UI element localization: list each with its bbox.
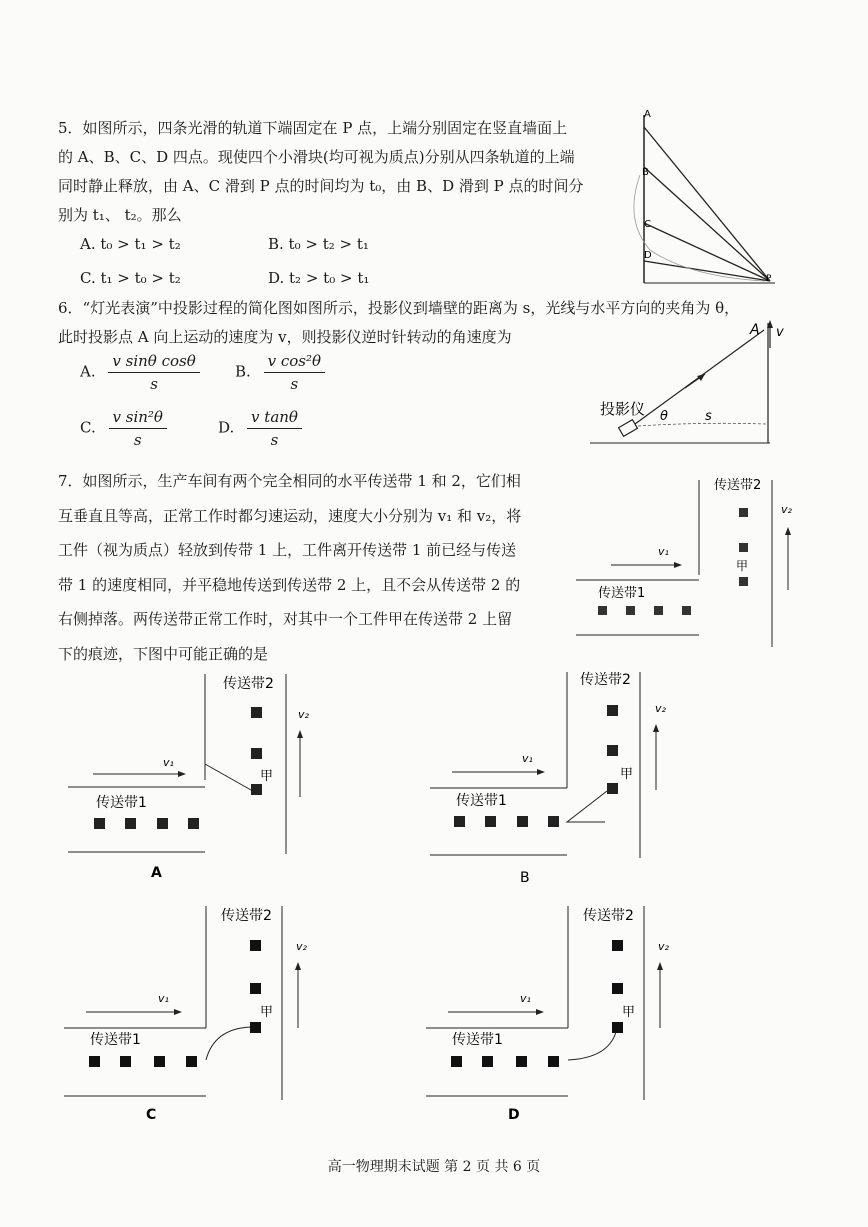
choice-b-letter: B xyxy=(520,870,530,885)
d-belt2-label: 传送带2 xyxy=(583,908,634,924)
workpiece xyxy=(607,783,618,794)
q5-line1: 5．如图所示，四条光滑的轨道下端固定在 P 点，上端分别固定在竖直墙面上 xyxy=(58,119,568,137)
q6-option-d-letter: D. xyxy=(218,418,235,437)
workpiece xyxy=(250,983,261,994)
a-v2-label: v₂ xyxy=(298,708,309,721)
c-jia-label: 甲 xyxy=(260,1005,274,1020)
b-jia-label: 甲 xyxy=(620,767,634,782)
q5-option-b[interactable]: B. t₀ > t₂ > t₁ xyxy=(268,235,369,253)
c-belt2-label: 传送带2 xyxy=(221,908,272,924)
workpiece xyxy=(612,940,623,951)
q5-line3: 同时静止释放，由 A、C 滑到 P 点的时间均为 t₀，由 B、D 滑到 P 点的时间分 xyxy=(58,177,584,195)
q6-option-c-num: v sin²θ xyxy=(109,406,167,429)
a-v1-label: v₁ xyxy=(163,756,174,769)
q6-option-c[interactable] xyxy=(80,406,167,451)
q7-figure xyxy=(576,475,816,650)
workpiece xyxy=(607,705,618,716)
q6-figure xyxy=(590,318,790,448)
fig-label-p: P xyxy=(766,274,772,284)
c-v1-label: v₁ xyxy=(158,992,169,1005)
workpiece xyxy=(739,508,748,517)
q6-option-a-den: s xyxy=(150,375,158,393)
q5-option-c[interactable]: C. t₁ > t₀ > t₂ xyxy=(80,269,181,287)
q6-line2: 此时投影点 A 向上运动的速度为 v，则投影仪逆时针转动的角速度为 xyxy=(58,328,512,346)
workpiece xyxy=(120,1056,131,1067)
q5-option-a[interactable]: A. t₀ > t₁ > t₂ xyxy=(80,235,181,253)
q6-option-d[interactable] xyxy=(218,406,302,451)
workpiece xyxy=(607,745,618,756)
q7-text xyxy=(58,464,578,671)
q6-option-b[interactable] xyxy=(235,350,325,395)
q7-line4: 带 1 的速度相同，并平稳地传送到传送带 2 上，且不会从传送带 2 的 xyxy=(58,575,521,594)
q6-option-a[interactable] xyxy=(80,350,200,395)
d-belt1-label: 传送带1 xyxy=(452,1032,503,1048)
workpiece xyxy=(251,748,262,759)
workpiece xyxy=(548,816,559,827)
workpiece xyxy=(94,818,105,829)
q6-point-a: A xyxy=(750,322,760,338)
q7-choice-c[interactable] xyxy=(64,904,334,1124)
q7-line1: 7．如图所示，生产车间有两个完全相同的水平传送带 1 和 2，它们相 xyxy=(58,472,521,490)
workpiece xyxy=(626,606,635,615)
fig-label-a: A xyxy=(644,109,651,120)
workpiece xyxy=(548,1056,559,1067)
workpiece xyxy=(157,818,168,829)
q7-line2: 互垂直且等高，正常工作时都匀速运动，速度大小分别为 v₁ 和 v₂，将 xyxy=(58,506,522,525)
choice-c-letter: C xyxy=(146,1107,157,1123)
q5-figure xyxy=(630,105,780,290)
q6-option-c-den: s xyxy=(133,431,142,449)
a-belt1-label: 传送带1 xyxy=(96,795,147,811)
q5-line4: 别为 t₁、 t₂。那么 xyxy=(58,206,182,224)
q7-choice-d[interactable] xyxy=(426,904,696,1124)
q7-line5: 右侧掉落。两传送带正常工作时，对其中一个工件甲在传送带 2 上留 xyxy=(58,610,513,628)
q7-v2-label: v₂ xyxy=(781,503,792,516)
workpiece xyxy=(250,940,261,951)
q7-choice-a[interactable] xyxy=(68,672,328,882)
q7-jia-label: 甲 xyxy=(736,559,749,573)
workpiece xyxy=(482,1056,493,1067)
fig-label-b: B xyxy=(642,167,649,178)
workpiece xyxy=(516,1056,527,1067)
d-v1-label: v₁ xyxy=(520,992,531,1005)
d-jia-label: 甲 xyxy=(622,1005,636,1020)
workpiece xyxy=(454,816,465,827)
q6-v: v xyxy=(776,325,784,340)
fig-label-c: C xyxy=(644,219,651,230)
workpiece xyxy=(89,1056,100,1067)
page-footer: 高一物理期末试题 第 2 页 共 6 页 xyxy=(327,1159,541,1175)
q6-option-a-letter: A. xyxy=(80,362,96,381)
workpiece xyxy=(485,816,496,827)
q7-line3: 工件（视为质点）轻放到传带 1 上，工件离开传送带 1 前已经与传送 xyxy=(58,541,517,559)
choice-d-letter: D xyxy=(508,1107,520,1123)
q5-option-d[interactable]: D. t₂ > t₀ > t₁ xyxy=(268,269,370,287)
q5-text xyxy=(58,114,638,230)
q6-option-b-den: s xyxy=(290,375,299,393)
q6-option-b-num: v cos²θ xyxy=(264,350,325,373)
workpiece xyxy=(654,606,663,615)
q7-line6: 下的痕迹，下图中可能正确的是 xyxy=(58,644,269,663)
q6-s: s xyxy=(705,409,712,424)
b-belt2-label: 传送带2 xyxy=(580,672,631,688)
a-jia-label: 甲 xyxy=(260,769,274,784)
b-v1-label: v₁ xyxy=(522,752,533,765)
d-v2-label: v₂ xyxy=(658,940,669,953)
q6-line1: 6．“灯光表演”中投影过程的简化图如图所示，投影仪到墙壁的距离为 s，光线与水平方向的夹角为 θ， xyxy=(58,299,740,317)
workpiece xyxy=(251,784,262,795)
workpiece xyxy=(154,1056,165,1067)
workpiece xyxy=(451,1056,462,1067)
b-belt1-label: 传送带1 xyxy=(456,793,507,809)
q6-option-d-den: s xyxy=(270,431,279,449)
workpiece xyxy=(612,1022,623,1033)
workpiece xyxy=(739,543,748,552)
q6-option-b-letter: B. xyxy=(235,362,251,381)
q6-option-d-num: v tanθ xyxy=(247,406,302,429)
q6-option-c-letter: C. xyxy=(80,418,96,437)
c-belt1-label: 传送带1 xyxy=(90,1032,141,1048)
workpiece xyxy=(598,606,607,615)
q6-projector-label: 投影仪 xyxy=(600,400,646,418)
q6-theta: θ xyxy=(660,409,668,424)
q5-line2: 的 A、B、C、D 四点。现使四个小滑块(均可视为质点)分别从四条轨道的上端 xyxy=(58,148,575,166)
q7-belt2-label: 传送带2 xyxy=(714,478,762,493)
a-belt2-label: 传送带2 xyxy=(223,676,274,692)
q7-choice-b[interactable] xyxy=(430,670,690,885)
workpiece xyxy=(250,1022,261,1033)
q6-option-a-num: v sinθ cosθ xyxy=(108,350,199,373)
workpiece xyxy=(125,818,136,829)
workpiece xyxy=(251,707,262,718)
fig-label-d: D xyxy=(644,250,652,261)
c-v2-label: v₂ xyxy=(296,940,307,953)
b-v2-label: v₂ xyxy=(655,702,666,715)
workpiece xyxy=(612,983,623,994)
choice-a-letter: A xyxy=(151,865,162,881)
workpiece xyxy=(739,577,748,586)
workpiece xyxy=(517,816,528,827)
workpiece xyxy=(186,1056,197,1067)
q7-belt1-label: 传送带1 xyxy=(598,586,646,601)
workpiece xyxy=(188,818,199,829)
workpiece xyxy=(682,606,691,615)
q7-v1-label: v₁ xyxy=(658,545,669,558)
